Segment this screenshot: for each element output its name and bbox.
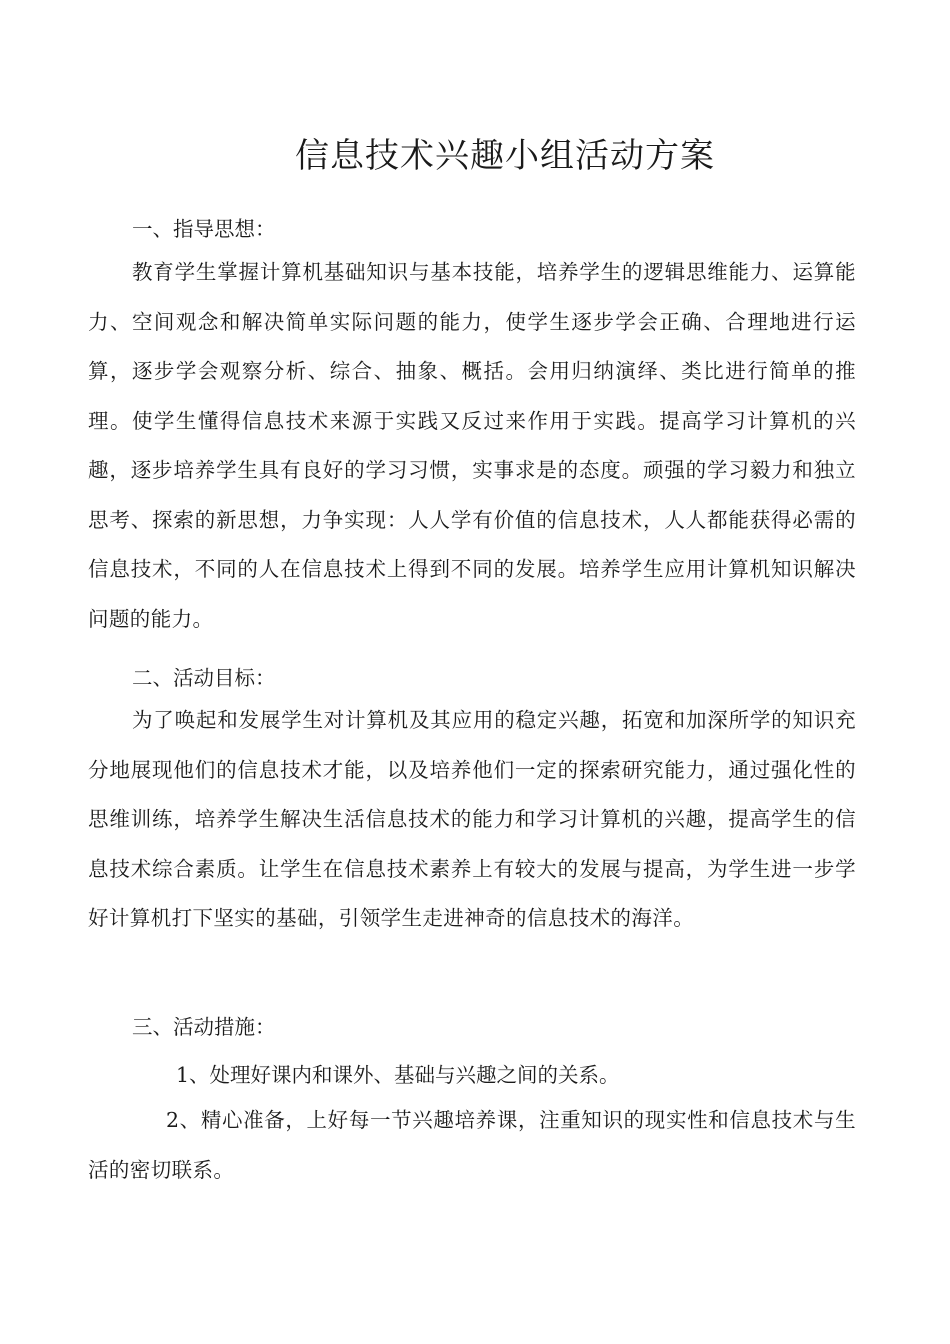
document-title: 信息技术兴趣小组活动方案 (295, 136, 715, 176)
section-paragraph-activity-goals: 为了唤起和发展学生对计算机及其应用的稳定兴趣，拓宽和加深所学的知识充分地展现他们的信息技术才能，以及培养他们一定的探索研究能力，通过强化性的思维训练，培养学生解决生活信息技术的能力和学习计算机的兴趣，提高学生的信息技术综合素质。让学生在信息技术素养上有较大的发展与提高，为学生进一步学好计算机打下坚实的基础，引领学生走进神奇的信息技术的海洋。 (88, 708, 856, 930)
section-heading-activity-measures: 三、活动措施： (132, 1015, 276, 1039)
measure-item-1: 1、处理好课内和课外、基础与兴趣之间的关系。 (176, 1063, 620, 1087)
measure-item-2: 2、精心准备，上好每一节兴趣培养课，注重知识的现实性和信息技术与生活的密切联系。 (88, 1108, 856, 1182)
section-heading-activity-goals: 二、活动目标： (132, 666, 276, 690)
section-paragraph-guiding-ideology: 教育学生掌握计算机基础知识与基本技能，培养学生的逻辑思维能力、运算能力、空间观念和解决简单实际问题的能力，使学生逐步学会正确、合理地进行运算，逐步学会观察分析、综合、抽象、概括。会用归纳演绎、类比进行简单的推理。使学生懂得信息技术来源于实践又反过来作用于实践。提高学习计算机的兴趣，逐步培养学生具有良好的学习习惯，实事求是的态度。顽强的学习毅力和独立思考、探索的新思想，力争实现：人人学有价值的信息技术，人人都能获得必需的信息技术，不同的人在信息技术上得到不同的发展。培养学生应用计算机知识解决问题的能力。 (88, 260, 856, 631)
section-heading-guiding-ideology: 一、指导思想： (132, 217, 276, 241)
